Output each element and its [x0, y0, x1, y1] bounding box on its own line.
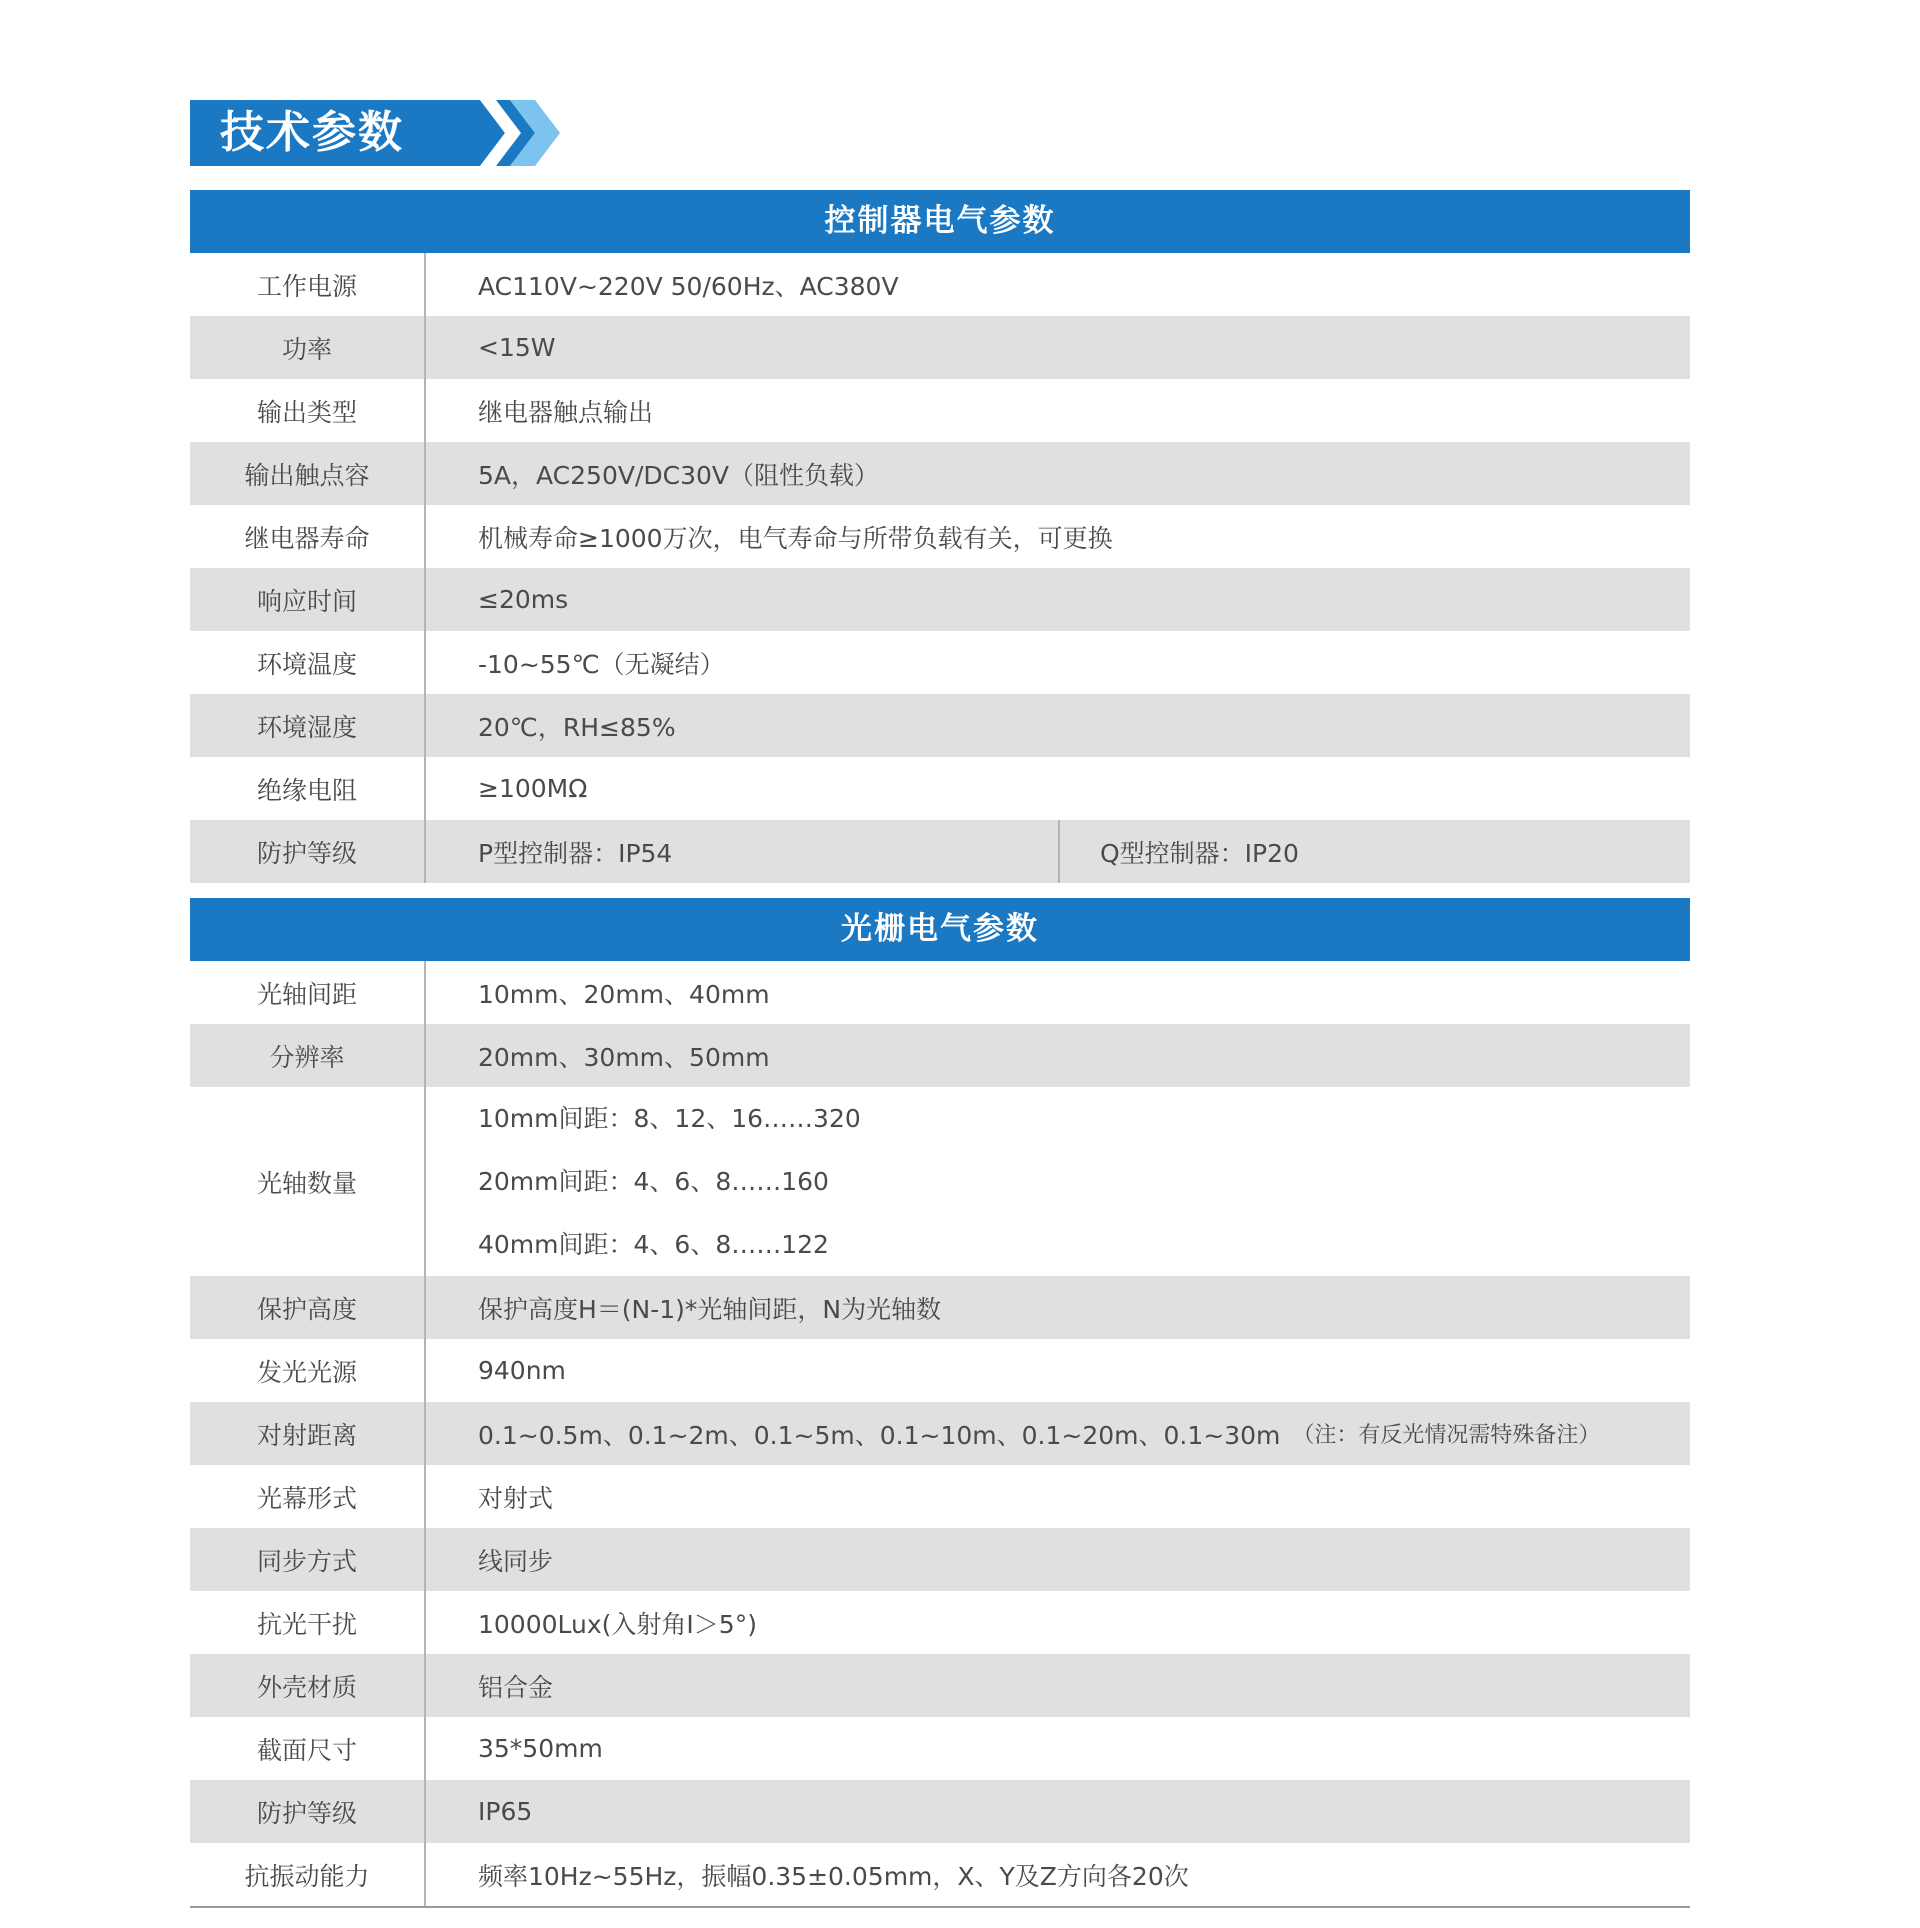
table-row-axis-count [190, 1087, 1690, 1276]
row-value: 对射式 [478, 1483, 554, 1513]
axis-count-line: 20mm间距：4、6、8……160 [478, 1167, 829, 1196]
table-row [190, 568, 1690, 631]
table-row [190, 1024, 1690, 1087]
table-row [190, 505, 1690, 568]
row-label: 发光光源 [190, 1339, 426, 1402]
table-row [190, 1654, 1690, 1717]
row-value: 10mm、20mm、40mm [478, 979, 770, 1009]
protection-p-type: P型控制器：IP54 [426, 820, 1060, 883]
row-label: 工作电源 [190, 253, 426, 316]
row-value [426, 820, 1690, 883]
row-label: 分辨率 [190, 1024, 426, 1087]
page-title: 技术参数 [220, 107, 404, 158]
distance-note: （注：有反光情况需特殊备注） [1292, 1423, 1601, 1448]
row-label: 防护等级 [190, 820, 426, 883]
table-row [190, 1843, 1690, 1906]
protection-q-type: Q型控制器：IP20 [1100, 838, 1299, 868]
table-row [190, 316, 1690, 379]
row-label: 输出类型 [190, 379, 426, 442]
row-value: 20℃，RH≤85% [478, 712, 676, 742]
table-bottom-border [190, 1906, 1690, 1908]
table-row [190, 1276, 1690, 1339]
row-value: 35*50mm [478, 1734, 603, 1763]
row-value [426, 1402, 1690, 1465]
row-value: 频率10Hz~55Hz，振幅0.35±0.05mm，X、Y及Z方向各20次 [478, 1861, 1189, 1891]
row-value: AC110V~220V 50/60Hz、AC380V [478, 271, 899, 301]
table-row [190, 1717, 1690, 1780]
table-row-protection [190, 820, 1690, 883]
row-value [426, 1087, 1690, 1276]
row-label: 保护高度 [190, 1276, 426, 1339]
controller-section-title: 控制器电气参数 [190, 190, 1690, 253]
row-label: 环境温度 [190, 631, 426, 694]
row-label: 环境湿度 [190, 694, 426, 757]
row-label: 光轴间距 [190, 961, 426, 1024]
axis-count-line: 40mm间距：4、6、8……122 [478, 1230, 829, 1259]
row-value: <15W [478, 333, 556, 362]
table-row [190, 1339, 1690, 1402]
table-row [190, 1591, 1690, 1654]
table-row [190, 1780, 1690, 1843]
row-value: 线同步 [478, 1546, 554, 1576]
row-value: ≥100MΩ [478, 774, 588, 803]
row-value: 20mm、30mm、50mm [478, 1042, 770, 1072]
row-value: -10~55℃（无凝结） [478, 649, 725, 679]
row-label: 输出触点容 [190, 442, 426, 505]
table-row [190, 379, 1690, 442]
row-value: 10000Lux(入射角I＞5°) [478, 1609, 757, 1639]
controller-spec-table [190, 190, 1690, 1908]
table-row [190, 1528, 1690, 1591]
distance-value: 0.1~0.5m、0.1~2m、0.1~5m、0.1~10m、0.1~20m、0.1~30m [478, 1420, 1281, 1450]
row-value: 保护高度H＝(N-1)*光轴间距，N为光轴数 [478, 1294, 942, 1324]
row-value: 5A，AC250V/DC30V（阻性负载） [478, 460, 879, 490]
row-value: IP65 [478, 1797, 533, 1826]
row-label: 同步方式 [190, 1528, 426, 1591]
row-value: ≤20ms [478, 585, 569, 614]
row-label: 继电器寿命 [190, 505, 426, 568]
row-label: 光轴数量 [190, 1087, 426, 1276]
row-label: 功率 [190, 316, 426, 379]
row-label: 响应时间 [190, 568, 426, 631]
table-row [190, 961, 1690, 1024]
row-value: 机械寿命≥1000万次，电气寿命与所带负载有关，可更换 [478, 523, 1113, 553]
table-row [190, 757, 1690, 820]
table-row-distance [190, 1402, 1690, 1465]
row-value: 940nm [478, 1356, 566, 1385]
row-label: 光幕形式 [190, 1465, 426, 1528]
section-gap [190, 883, 1690, 898]
row-value: 继电器触点输出 [478, 397, 654, 427]
page-title-banner [190, 100, 560, 166]
table-row [190, 694, 1690, 757]
grating-section-title: 光栅电气参数 [190, 898, 1690, 961]
table-row [190, 253, 1690, 316]
row-label: 外壳材质 [190, 1654, 426, 1717]
row-label: 抗振动能力 [190, 1843, 426, 1906]
table-row [190, 631, 1690, 694]
row-label: 绝缘电阻 [190, 757, 426, 820]
row-label: 防护等级 [190, 1780, 426, 1843]
table-row [190, 442, 1690, 505]
row-label: 抗光干扰 [190, 1591, 426, 1654]
row-value: 铝合金 [478, 1672, 554, 1702]
table-row [190, 1465, 1690, 1528]
axis-count-line: 10mm间距：8、12、16……320 [478, 1104, 861, 1133]
row-label: 对射距离 [190, 1402, 426, 1465]
row-label: 截面尺寸 [190, 1717, 426, 1780]
